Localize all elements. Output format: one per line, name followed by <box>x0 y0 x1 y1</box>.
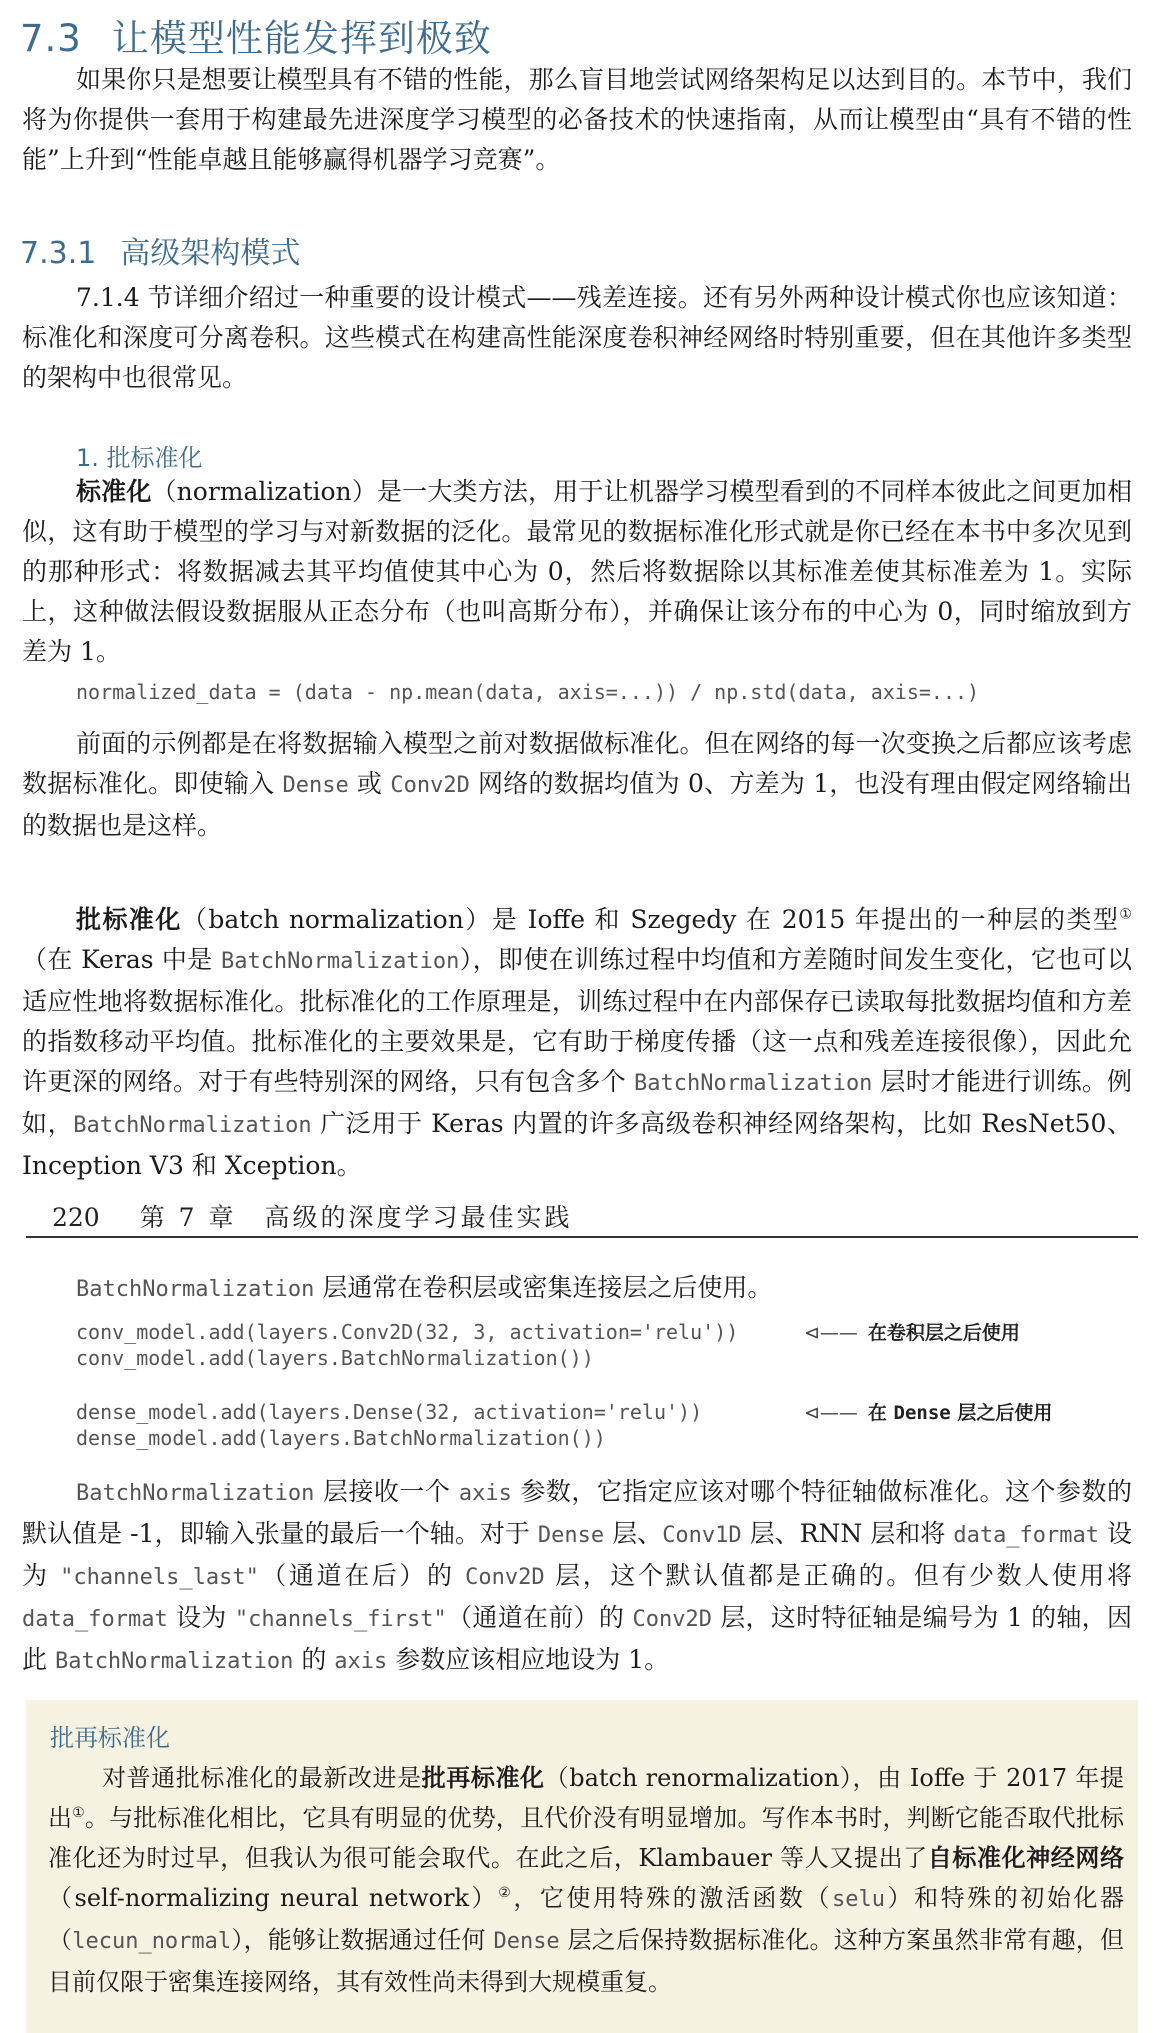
axis-paragraph <box>22 1472 1132 1682</box>
text-span: 层、 <box>604 1519 663 1548</box>
text-span: 网络的数据均值为 0、方差为 1，也没有理由假定网络输出的数据也是这样。 <box>22 769 1132 840</box>
code-span: Dense <box>282 773 349 798</box>
term-self-normalizing-network: 自标准化神经网络 <box>927 1843 1124 1872</box>
chapter-title: 第 7 章 高级的深度学习最佳实践 <box>139 1203 573 1232</box>
prev-examples-paragraph <box>22 724 1132 846</box>
code-conv-line-2: conv_model.add(layers.BatchNormalization()) <box>76 1346 594 1370</box>
text-span: ）和特殊的初始化器（ <box>48 1884 1124 1954</box>
code-span: data_format <box>22 1607 168 1632</box>
text-span: （通道在前）的 <box>446 1603 633 1632</box>
normalization-paragraph <box>22 472 1132 672</box>
annotation-text: 层之后使用 <box>950 1402 1053 1424</box>
text-span: 参数，它指定应该对哪个特征轴做标准化。这个参数的默认值是 -1，即输入张量的最后一个轴。对于 <box>22 1477 1132 1548</box>
text-span: 层时才能进行训练。例如， <box>22 1067 1133 1138</box>
subsection-heading <box>20 228 300 272</box>
text-span: （通道在后）的 <box>258 1561 466 1590</box>
text-span: （self-normalizing neural network） <box>48 1884 499 1912</box>
text-span: （在 Keras 中是 <box>22 945 221 974</box>
code-span: Conv1D <box>662 1523 742 1548</box>
section-heading <box>20 8 492 62</box>
code-span: Dense <box>493 1929 560 1954</box>
normalization-text: （normalization）是一大类方法，用于让机器学习模型看到的不同样本彼此之间更加相似，这有助于模型的学习与对新数据的泛化。最常见的数据标准化形式就是你已经在本书中多次见到的那种形式：将数据减去其平均值使其中心为 0，然后将数据除以其标准差使其标准差为 1。实际上，这种做法假设数据服从正态分布（也叫高斯分布），并确保让该分布的中心为 0，同时缩放到方差为 1。 <box>22 477 1132 666</box>
arrow-icon: ⊲—— <box>804 1322 858 1344</box>
subsection-title: 高级架构模式 <box>120 236 301 271</box>
batch-normalization-paragraph <box>22 900 1132 1186</box>
text-span: （batch renormalization），由 Ioffe 于 2017 年提出 <box>48 1764 1125 1832</box>
text-span: 的 <box>293 1645 335 1674</box>
code-span: BatchNormalization <box>634 1071 873 1096</box>
text-span: ，它使用特殊的激活函数（ <box>513 1884 832 1912</box>
normalization-code: normalized_data = (data - np.mean(data, axis=...)) / np.std(data, axis=...) <box>76 680 980 704</box>
text-span: ），即使在训练过程中均值和方差随时间发生变化，它也可以适应性地将数据标准化。批标准化的工作原理是，训练过程中在内部保存已读取每批数据均值和方差的指数移动平均值。批标准化的主要效果是，它有助于梯度传播（这一点和残差连接很像），因此允许更深的网络。对于有些特别深的网络，只有包含多个 <box>22 945 1132 1096</box>
text-span: ），能够让数据通过任何 <box>231 1926 494 1954</box>
footer-rule <box>26 1236 1138 1238</box>
text-span: 广泛用于 Keras 内置的许多高级卷积神经网络架构，比如 ResNet50、Inception V3 和 Xception。 <box>22 1109 1132 1180</box>
code-span: Conv2D <box>465 1565 545 1590</box>
text-span: 层，这时特征轴是编号为 1 的轴，因此 <box>22 1603 1132 1674</box>
subsection-intro-paragraph: 7.1.4 节详细介绍过一种重要的设计模式——残差连接。还有另外两种设计模式你也应该知道：标准化和深度可分离卷积。这些模式在构建高性能深度卷积神经网络时特别重要，但在其他许多类型的架构中也很常见。 <box>22 283 1132 392</box>
sidebar-title: 批再标准化 <box>50 1724 170 1752</box>
bn-usage-paragraph <box>22 1268 1132 1310</box>
text-span: （batch normalization）是 Ioffe 和 Szegedy 在 2015 年提出的一种层的类型 <box>181 905 1120 934</box>
text-span: 。与批标准化相比，它具有明显的优势，且代价没有明显增加。写作本书时，判断它能否取代批标准化还为时过早，但我认为很可能会取代。在此之后，Klambauer 等人又提出了 <box>48 1804 1125 1872</box>
annotation-code: Dense <box>893 1402 951 1424</box>
footnote-marker: ② <box>498 1885 514 1901</box>
code-span: BatchNormalization <box>220 949 460 974</box>
text-span: 参数应该相应地设为 1。 <box>387 1645 670 1674</box>
code-span: "channels_first" <box>234 1607 447 1632</box>
sidebar-paragraph <box>48 1758 1124 2002</box>
code-conv-line-1: conv_model.add(layers.Conv2D(32, 3, activation='relu')) <box>76 1320 739 1344</box>
arrow-icon: ⊲—— <box>804 1402 858 1424</box>
text-span: 设为 <box>22 1519 1133 1590</box>
sidebar-box <box>26 1700 1138 2033</box>
page-number: 220 <box>52 1203 100 1232</box>
text-span: 前面的示例都是在将数据输入模型之前对数据做标准化。但在网络的每一次变换之后都应该考虑数据标准化。即使输入 <box>22 729 1132 798</box>
section-number: 7.3 <box>20 17 82 60</box>
code-span: Conv2D <box>632 1607 712 1632</box>
text-span: 层、RNN 层和将 <box>741 1519 954 1548</box>
code-span: data_format <box>953 1523 1100 1548</box>
footnote-marker: ① <box>72 1805 85 1821</box>
annotation-conv <box>804 1318 1020 1345</box>
term-normalization: 标准化 <box>76 477 152 506</box>
code-dense-line-2: dense_model.add(layers.BatchNormalization()) <box>76 1426 606 1450</box>
footnote-marker: ① <box>1119 906 1132 923</box>
code-span: BatchNormalization <box>76 1277 315 1302</box>
text-span: 层通常在卷积层或密集连接层之后使用。 <box>314 1273 773 1302</box>
code-span: BatchNormalization <box>54 1649 294 1674</box>
text-span: 或 <box>348 769 391 798</box>
text-span: 层之后保持数据标准化。这种方案虽然非常有趣，但目前仅限于密集连接网络，其有效性尚未得到大规模重复。 <box>48 1926 1124 1996</box>
text-span: 层，这个默认值都是正确的。但有少数人使用将 <box>544 1561 1133 1590</box>
text-span: 设为 <box>167 1603 235 1632</box>
code-span: axis <box>458 1481 512 1506</box>
annotation-dense <box>804 1398 1052 1425</box>
annotation-text: 在卷积层之后使用 <box>867 1322 1020 1344</box>
code-dense-line-1: dense_model.add(layers.Dense(32, activation='relu')) <box>76 1400 703 1424</box>
subsubsection-heading: 1. 批标准化 <box>76 444 203 472</box>
annotation-text: 在 <box>867 1402 894 1424</box>
code-span: BatchNormalization <box>76 1481 315 1506</box>
code-span: axis <box>334 1649 388 1674</box>
code-span: "channels_last" <box>60 1565 259 1590</box>
code-span: Dense <box>537 1523 605 1548</box>
section-title: 让模型性能发挥到极致 <box>111 17 492 60</box>
code-span: lecun_normal <box>72 1929 232 1954</box>
text-span: 层接收一个 <box>314 1477 459 1506</box>
subsection-number: 7.3.1 <box>20 236 97 271</box>
text-span: 对普通批标准化的最新改进是 <box>102 1764 422 1792</box>
term-batch-normalization: 批标准化 <box>76 905 182 934</box>
code-span: BatchNormalization <box>73 1113 312 1138</box>
page-footer <box>52 1198 573 1234</box>
term-batch-renormalization: 批再标准化 <box>421 1763 545 1792</box>
intro-paragraph: 如果你只是想要让模型具有不错的性能，那么盲目地尝试网络架构足以达到目的。本节中，我们将为你提供一套用于构建最先进深度学习模型的必备技术的快速指南，从而让模型由“具有不错的性能”上升到“性能卓越且能够赢得机器学习竞赛”。 <box>22 65 1132 174</box>
code-span: selu <box>832 1887 885 1912</box>
code-span: Conv2D <box>390 773 470 798</box>
